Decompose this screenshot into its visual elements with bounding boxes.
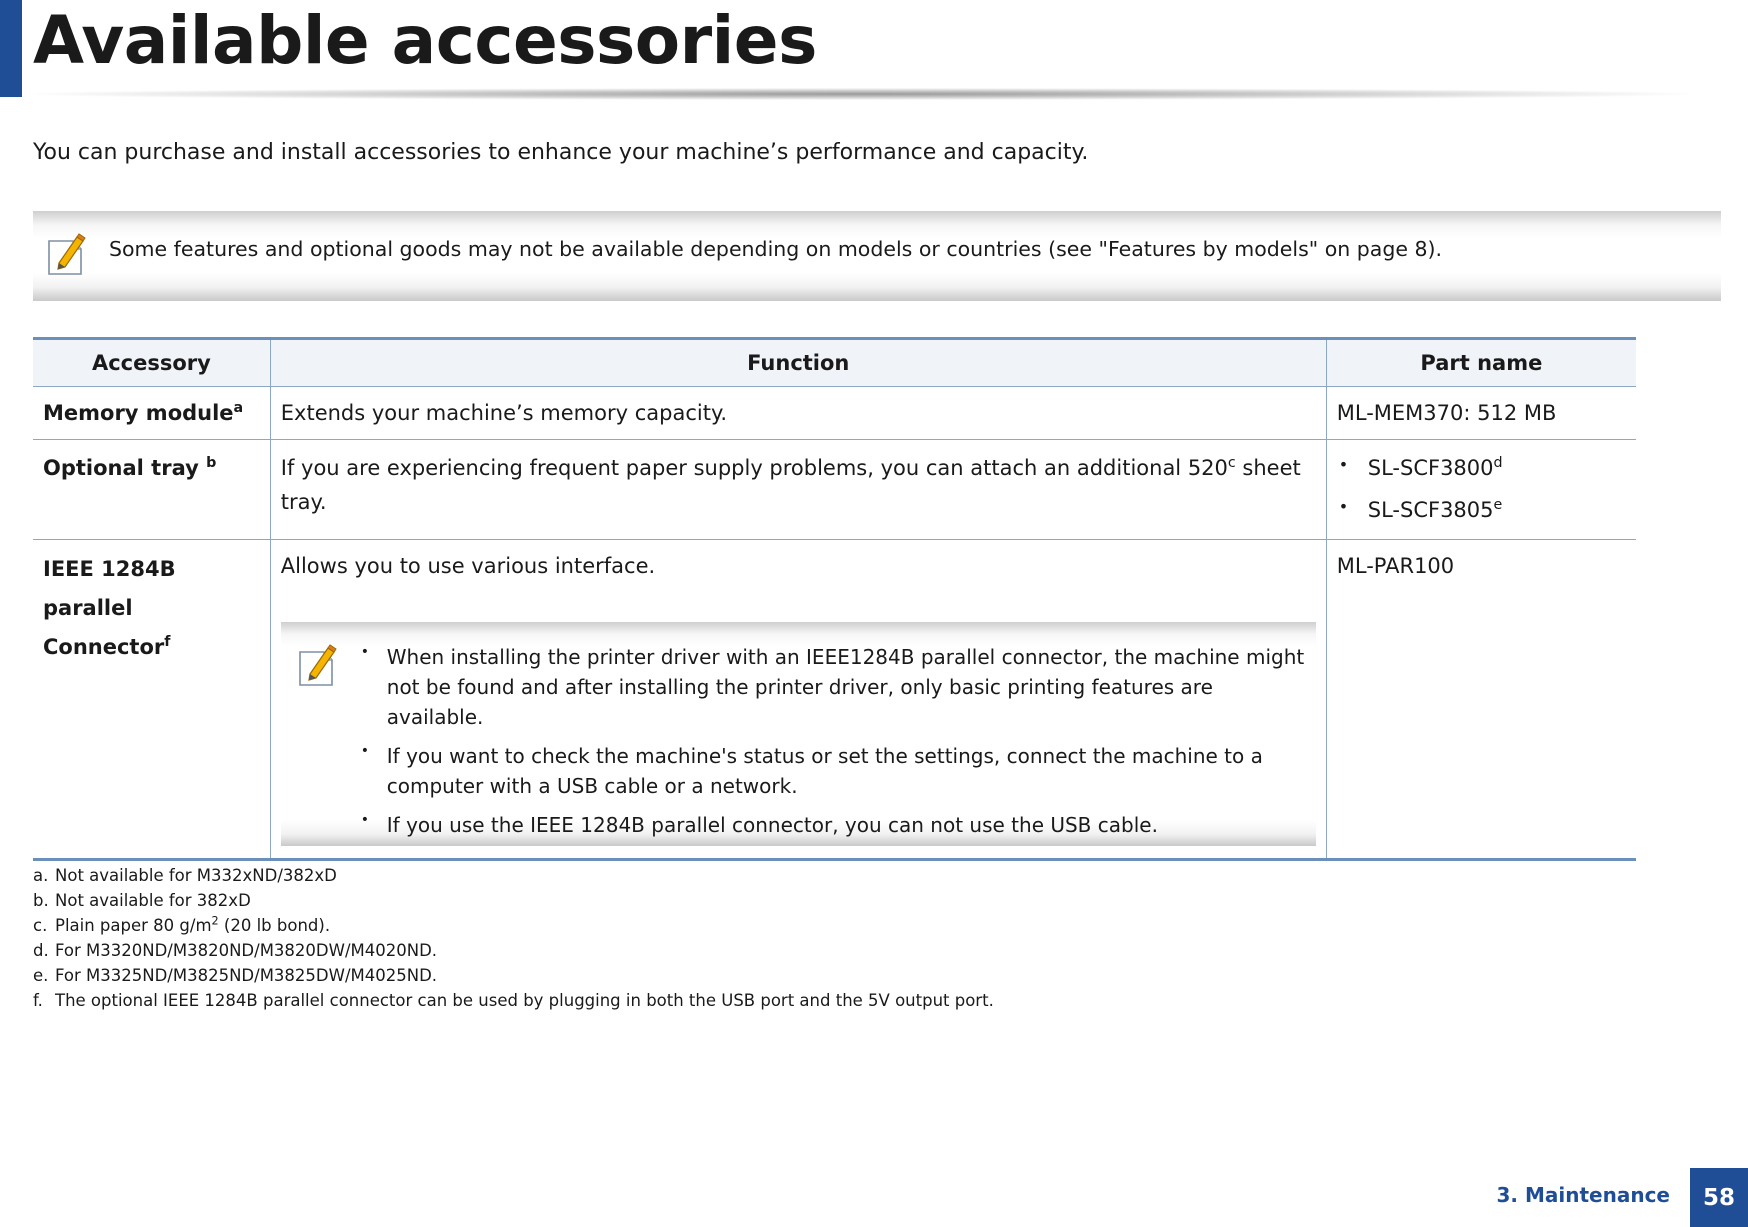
note-box [281,622,1316,846]
footnote-label: a. [33,866,49,885]
footnote-text: Not available for M332xND/382xD [55,866,337,885]
footnote-label: c. [33,916,48,935]
accessory-cell [33,540,270,860]
part-name: ML-MEM370: 512 MB [1336,401,1557,425]
part-name: ML-PAR100 [1336,554,1455,578]
footer-section-label: 3. Maintenance [1496,1183,1670,1207]
function-cell [270,540,1326,860]
function-text: Allows you to use various interface. [280,554,656,578]
footnote-text: For M3325ND/M3825ND/M3825DW/M4025ND. [55,966,438,985]
list-item: • If you want to check the machine's status or set the settings, connect the machine to a computer with a USB cable or a network. [359,741,1309,801]
accessory-cell [33,387,270,440]
page-title: Available accessories [33,2,817,79]
footnote-text: The optional IEEE 1284B parallel connector can be used by plugging in both the USB port and the 5V output port. [55,991,994,1010]
footnote-text: Not available for 382xD [55,891,251,910]
column-header-part-name: Part name [1326,339,1636,387]
accessory-name: Memory module [43,401,234,425]
accessories-table [33,337,1636,861]
part-cell [1326,440,1636,540]
note-list [359,642,1309,849]
function-cell [270,440,1326,540]
list-item [1337,494,1626,528]
part-cell [1326,540,1636,860]
footnote-ref: c [1227,455,1236,471]
table-row-parallel-connector [33,540,1636,860]
accessory-name: Optional tray [43,456,207,480]
column-header-function: Function [270,339,1326,387]
table-row-optional-tray [33,440,1636,540]
footnote [33,938,994,963]
footnote-ref: e [1493,496,1503,513]
footnote [33,963,994,988]
footnote [33,888,994,913]
part-cell [1326,387,1636,440]
intro-text: You can purchase and install accessories to enhance your machine’s performance and capacity. [33,140,1089,165]
list-item [1337,452,1626,486]
footnote-label: e. [33,966,49,985]
note-text: Some features and optional goods may not be available depending on models or countries (see "Features by models" on page 8). [109,237,1443,261]
list-item: • When installing the printer driver with an IEEE1284B parallel connector, the machine might not be found and after installing the printer driver, only basic printing features are available. [359,642,1309,732]
function-text: Extends your machine’s memory capacity. [280,401,728,425]
footnote-text: For M3320ND/M3820ND/M3820DW/M4020ND. [55,941,438,960]
footnote-label: d. [33,941,49,960]
footnote-ref: f [164,633,171,650]
accessory-cell [33,440,270,540]
header-accent-bar [0,0,22,97]
accessory-name: IEEE 1284B parallel [43,557,176,620]
note-pencil-icon [46,233,86,277]
footnote-text-end: (20 lb bond). [218,916,331,935]
table-header-row [33,339,1636,387]
footnote-superscript: 2 [211,914,219,928]
footnote [33,913,994,938]
function-cell [270,387,1326,440]
note-pencil-icon [297,644,337,688]
accessory-name-cont: Connector [43,634,165,659]
footnote-ref: d [1493,455,1503,471]
function-text: If you are experiencing frequent paper supply problems, you can attach an additional 520 [280,456,1228,480]
part-list [1337,452,1626,527]
function-text-end: sheet tray. [280,456,1301,514]
page-number: 58 [1690,1168,1748,1227]
footnote-label: f. [33,991,43,1010]
title-underline [33,88,1688,100]
footnote [33,988,994,1013]
footnote-label: b. [33,891,49,910]
footnote-ref: b [206,455,217,471]
footnote-ref: a [233,400,244,416]
part-name: SL-SCF3805 [1367,497,1494,522]
part-name: SL-SCF3800 [1367,456,1494,480]
footnote [33,863,994,888]
column-header-accessory: Accessory [33,339,270,387]
footnote-text: Plain paper 80 g/m [55,916,212,935]
list-item: • If you use the IEEE 1284B parallel connector, you can not use the USB cable. [359,810,1309,840]
footnotes [33,863,994,1013]
table-row-memory-module [33,387,1636,440]
